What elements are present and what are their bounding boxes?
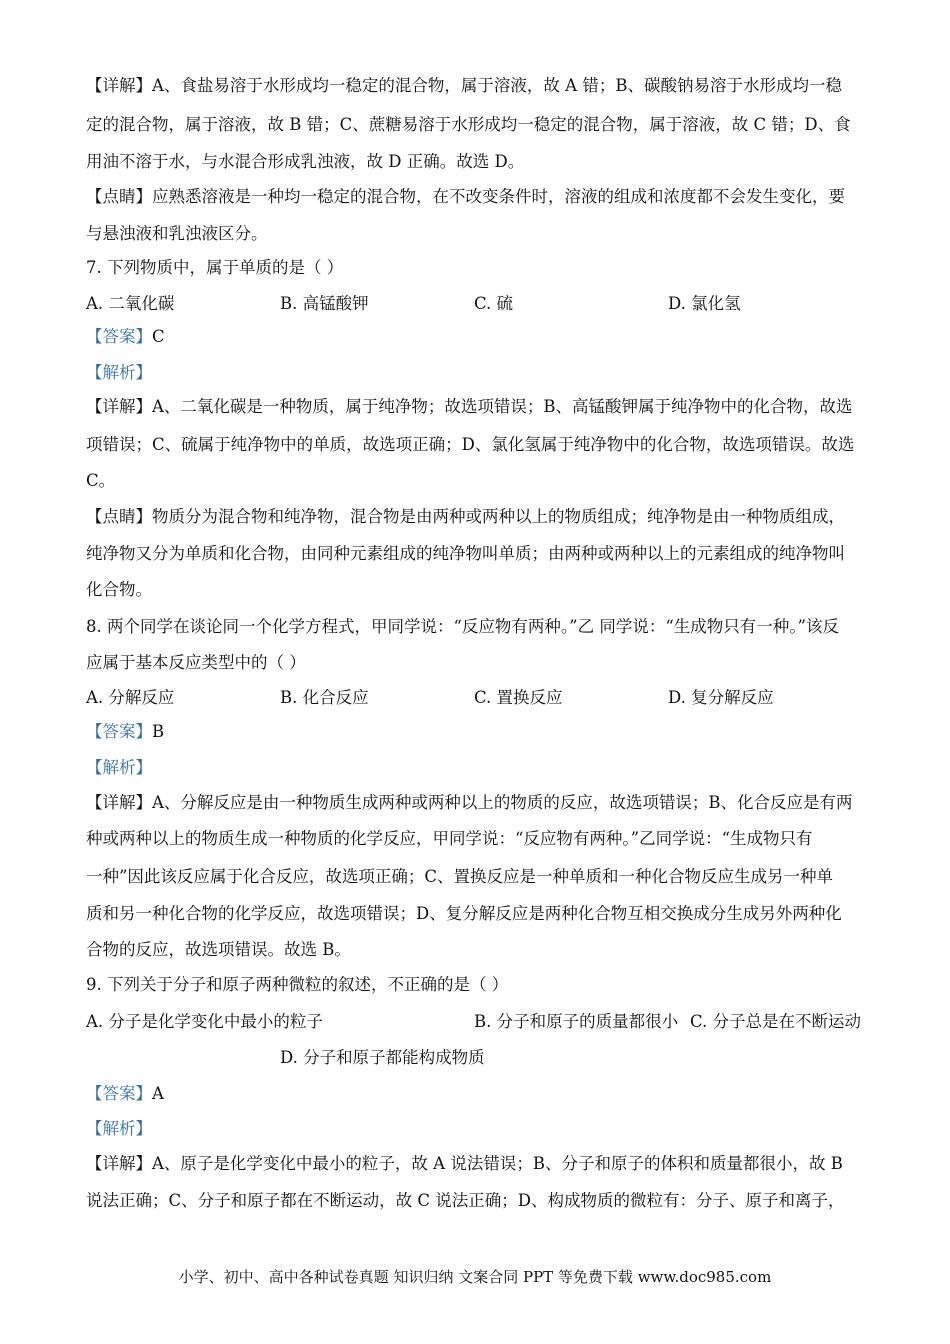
answer-tag: 【答案】 (86, 722, 152, 741)
q7-option-c: C. 硫 (474, 294, 514, 313)
detail-line: 【详解】A、原子是化学变化中最小的粒子，故 A 说法错误；B、分子和原子的体积和质量都很小，故 B (86, 1154, 843, 1173)
q7-option-b: B. 高锰酸钾 (280, 294, 369, 313)
q8-option-b: B. 化合反应 (280, 688, 369, 707)
q7-option-d: D. 氯化氢 (668, 294, 741, 313)
q9-option-d: D. 分子和原子都能构成物质 (280, 1048, 485, 1067)
q8-option-d: D. 复分解反应 (668, 688, 774, 707)
detail-line: 定的混合物，属于溶液，故 B 错；C、蔗糖易溶于水形成均一稳定的混合物，属于溶液，故 C 错；D、食 (86, 115, 851, 134)
detail-line: 质和另一种化合物的化学反应，故选项错误；D、复分解反应是两种化合物互相交换成分生成另外两种化 (86, 904, 842, 923)
question-9-stem: 9. 下列关于分子和原子两种微粒的叙述，不正确的是（ ） (86, 975, 509, 994)
question-8-stem: 应属于基本反应类型中的（ ） (86, 653, 306, 672)
detail-line: 合物的反应，故选项错误。故选 B。 (86, 940, 351, 959)
q9-option-c: C. 分子总是在不断运动 (690, 1012, 862, 1031)
detail-line: 项错误；C、硫属于纯净物中的单质，故选项正确；D、氯化氢属于纯净物中的化合物，故选项错误。故选 (86, 435, 855, 454)
q7-option-a: A. 二氧化碳 (86, 294, 175, 313)
detail-line: 说法正确；C、分子和原子都在不断运动，故 C 说法正确；D、构成物质的微粒有：分子、原子和离子， (86, 1191, 845, 1210)
q8-analysis-tag: 【解析】 (86, 758, 152, 777)
note-line: 【点睛】物质分为混合物和纯净物，混合物是由两种或两种以上的物质组成；纯净物是由一种物质组成， (86, 507, 845, 526)
detail-line: 种或两种以上的物质生成一种物质的化学反应，甲同学说：“反应物有两种。”乙同学说：“生成物只有 (86, 829, 813, 848)
q9-option-b: B. 分子和原子的质量都很小 (474, 1012, 679, 1031)
note-line: 纯净物又分为单质和化合物，由同种元素组成的纯净物叫单质；由两种或两种以上的元素组成的纯净物叫 (86, 544, 845, 563)
q9-option-a: A. 分子是化学变化中最小的粒子 (86, 1012, 323, 1031)
q8-option-c: C. 置换反应 (474, 688, 563, 707)
q7-answer (86, 329, 165, 346)
note-line: 化合物。 (86, 580, 152, 599)
answer-tag: 【答案】 (86, 1084, 152, 1103)
detail-line: 【详解】A、分解反应是由一种物质生成两种或两种以上的物质的反应，故选项错误；B、化合反应是有两 (86, 793, 853, 812)
page-footer: 小学、初中、高中各种试卷真题 知识归纳 文案合同 PPT 等免费下载 www.doc985.com (178, 1268, 772, 1286)
detail-line: 一种”因此该反应属于化合反应，故选项正确；C、置换反应是一种单质和一种化合物反应生成另一种单 (86, 867, 834, 886)
answer-value: A (152, 1084, 164, 1103)
answer-value: C (152, 327, 165, 346)
question-7-stem: 7. 下列物质中，属于单质的是（ ） (86, 258, 344, 277)
q7-analysis-tag: 【解析】 (86, 363, 152, 382)
detail-line: C。 (86, 471, 116, 490)
q8-option-a: A. 分解反应 (86, 688, 175, 707)
q9-answer (86, 1086, 164, 1103)
answer-tag: 【答案】 (86, 327, 152, 346)
note-line: 与悬浊液和乳浊液区分。 (86, 224, 268, 243)
detail-line: 用油不溶于水，与水混合形成乳浊液，故 D 正确。故选 D。 (86, 152, 525, 171)
q9-analysis-tag: 【解析】 (86, 1119, 152, 1138)
answer-value: B (152, 722, 165, 741)
detail-line: 【详解】A、二氧化碳是一种物质，属于纯净物；故选项错误；B、高锰酸钾属于纯净物中的化合物，故选 (86, 397, 853, 416)
question-8-stem: 8. 两个同学在谈论同一个化学方程式，甲同学说：“反应物有两种。”乙 同学说：“生成物只有一种。”该反 (86, 617, 839, 636)
note-line: 【点睛】应熟悉溶液是一种均一稳定的混合物，在不改变条件时，溶液的组成和浓度都不会发生变化，要 (86, 187, 845, 206)
q8-answer (86, 724, 164, 741)
detail-line: 【详解】A、食盐易溶于水形成均一稳定的混合物，属于溶液，故 A 错；B、碳酸钠易溶于水形成均一稳 (86, 76, 842, 95)
